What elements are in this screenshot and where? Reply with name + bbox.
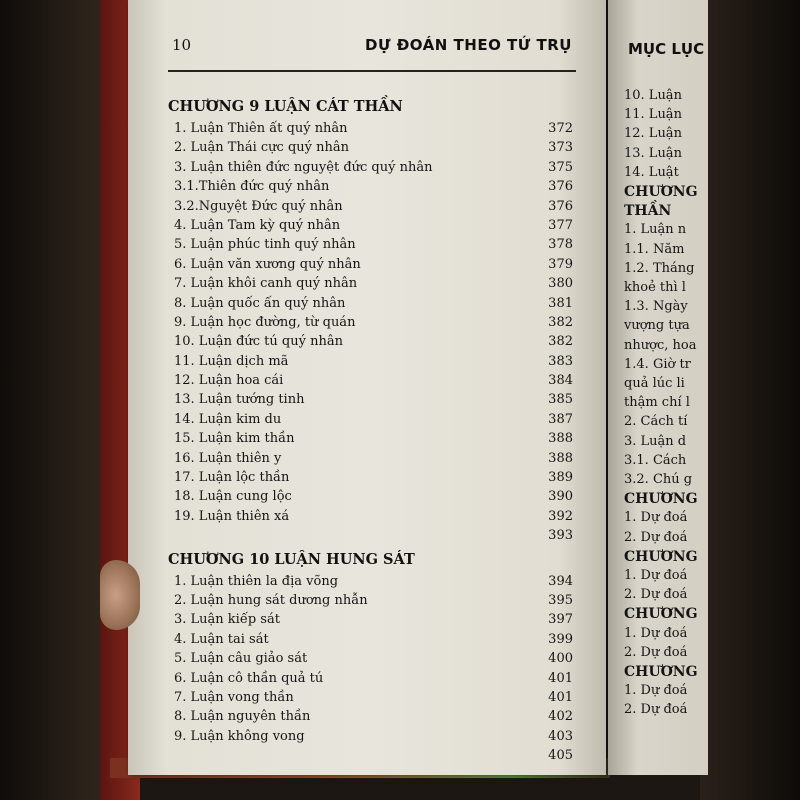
toc-trailing-row bbox=[168, 526, 573, 545]
toc-entry bbox=[168, 487, 573, 506]
toc-entry bbox=[168, 449, 573, 468]
toc-trailing-row bbox=[168, 746, 573, 765]
toc-entry bbox=[168, 390, 573, 409]
right-page-line: vượng tựa bbox=[624, 318, 690, 334]
toc-entry-label: 11. Luận dịch mã bbox=[174, 353, 289, 369]
toc-entry-label: 16. Luận thiên y bbox=[174, 450, 282, 466]
toc-entry-label: 14. Luận kim du bbox=[174, 411, 282, 427]
toc-entry-page: 400 bbox=[548, 651, 573, 667]
toc-entry bbox=[168, 177, 573, 196]
right-page-line: 1.1. Năm bbox=[624, 241, 685, 257]
right-page-line: 1. Dự đoá bbox=[624, 568, 688, 583]
right-page-line: 1. Luận n bbox=[624, 222, 687, 238]
right-page-line: CHƯƠNG bbox=[624, 184, 698, 200]
right-page-line: 3. Luận d bbox=[624, 433, 687, 449]
toc-entry-page: 385 bbox=[548, 392, 573, 408]
running-head: DỰ ĐOÁN THEO TỨ TRỤ bbox=[365, 36, 572, 54]
toc-entry-label: 9. Luận không vong bbox=[174, 728, 305, 744]
toc-entry-page: 383 bbox=[548, 353, 573, 369]
right-page-line: 1. Dự đoá bbox=[624, 625, 688, 641]
toc-entry-page: 381 bbox=[548, 295, 573, 311]
right-page-line: 1.2. Tháng bbox=[624, 260, 695, 276]
toc-entry bbox=[168, 216, 573, 235]
right-page-line: 2. Dự đoá bbox=[624, 529, 688, 545]
toc-entry-label: 7. Luận vong thần bbox=[174, 689, 294, 705]
right-page-line: THẦN bbox=[624, 203, 672, 220]
right-page-line: 2. Cách tí bbox=[624, 414, 688, 430]
right-page-line: 1. Dự đoá bbox=[624, 683, 688, 699]
toc-entry-page: 399 bbox=[548, 631, 573, 647]
chapter-heading: CHƯƠNG 9 LUẬN CÁT THẦN bbox=[168, 98, 403, 115]
toc-entry bbox=[168, 630, 573, 649]
toc-entry-label: 3. Luận thiên đức nguyệt đức quý nhân bbox=[174, 159, 433, 175]
right-page-line: khoẻ thì l bbox=[624, 280, 686, 295]
toc-entry-page: 376 bbox=[548, 198, 573, 214]
toc-entry-page: 376 bbox=[548, 179, 573, 195]
toc-entry-page: 402 bbox=[548, 709, 573, 725]
toc-entry-label: 5. Luận phúc tinh quý nhân bbox=[174, 237, 356, 253]
toc-entry-label: 18. Luận cung lộc bbox=[174, 489, 292, 505]
toc-trailing-page: 393 bbox=[548, 528, 573, 544]
toc-entry-page: 379 bbox=[548, 256, 573, 272]
toc-entry-page: 382 bbox=[548, 314, 573, 330]
toc-entry bbox=[168, 197, 573, 216]
right-page-line: 2. Dự đoá bbox=[624, 587, 688, 603]
toc-entry bbox=[168, 468, 573, 487]
right-page-line: 13. Luận bbox=[624, 145, 682, 161]
toc-entry-page: 377 bbox=[548, 217, 573, 233]
toc-entry-page: 395 bbox=[548, 592, 573, 608]
right-page-line: quả lúc li bbox=[624, 376, 685, 391]
toc-entry-label: 10. Luận đức tú quý nhân bbox=[174, 334, 343, 350]
right-page-line: 3.2. Chú g bbox=[624, 472, 693, 487]
toc-entry bbox=[168, 507, 573, 526]
toc-entry bbox=[168, 688, 573, 707]
right-page-line: CHƯƠNG bbox=[624, 491, 698, 508]
right-page-line: 1. Dự đoá bbox=[624, 510, 688, 526]
right-page bbox=[608, 0, 708, 775]
toc-entry bbox=[168, 610, 573, 629]
toc-entry-label: 3.1.Thiên đức quý nhân bbox=[174, 179, 330, 195]
right-page-line: 2. Dự đoá bbox=[624, 702, 688, 718]
right-page-line: 2. Dự đoá bbox=[624, 644, 688, 660]
toc-entry bbox=[168, 294, 573, 313]
toc-entry-page: 378 bbox=[548, 237, 573, 253]
toc-entry bbox=[168, 591, 573, 610]
right-page-line: 14. Luật bbox=[624, 164, 679, 180]
toc-entry-page: 380 bbox=[548, 276, 573, 292]
toc-entry-page: 390 bbox=[548, 489, 573, 505]
toc-entry-label: 6. Luận văn xương quý nhân bbox=[174, 256, 361, 272]
toc-entry bbox=[168, 371, 573, 390]
toc-entry bbox=[168, 255, 573, 274]
toc-entry-page: 401 bbox=[548, 670, 573, 686]
toc-entry-page: 388 bbox=[548, 431, 573, 447]
toc-entry bbox=[168, 313, 573, 332]
toc-entry-label: 2. Luận hung sát dương nhẫn bbox=[174, 592, 368, 608]
right-page-line: CHƯƠNG bbox=[624, 548, 698, 565]
toc-entry bbox=[168, 352, 573, 371]
toc-entry-label: 15. Luận kim thần bbox=[174, 431, 295, 447]
toc-entry bbox=[168, 669, 573, 688]
toc-entry-label: 8. Luận nguyên thần bbox=[174, 709, 311, 725]
chapter-heading: CHƯƠNG 10 LUẬN HUNG SÁT bbox=[168, 550, 415, 568]
toc-entry bbox=[168, 707, 573, 726]
toc-entry bbox=[168, 119, 573, 138]
toc-entry-page: 403 bbox=[548, 728, 573, 744]
right-page-line: thậm chí l bbox=[624, 395, 690, 411]
toc-entry-label: 13. Luận tướng tinh bbox=[174, 392, 305, 408]
right-page-line: 12. Luận bbox=[624, 126, 682, 142]
toc-entry-label: 7. Luận khôi canh quý nhân bbox=[174, 276, 358, 292]
toc-entry-page: 397 bbox=[548, 612, 573, 628]
page-number: 10 bbox=[172, 36, 192, 54]
toc-entry-label: 3. Luận kiếp sát bbox=[174, 612, 280, 628]
toc-entry-page: 394 bbox=[548, 573, 573, 589]
thumb bbox=[100, 560, 140, 630]
background-right bbox=[700, 0, 800, 800]
table-of-contents bbox=[168, 95, 573, 766]
toc-entry-label: 12. Luận hoa cái bbox=[174, 373, 284, 389]
toc-entry-label: 4. Luận Tam kỳ quý nhân bbox=[174, 217, 341, 233]
right-page-line: 3.1. Cách bbox=[624, 452, 687, 468]
toc-entry-label: 8. Luận quốc ấn quý nhân bbox=[174, 295, 346, 311]
right-page-line: 1.3. Ngày bbox=[624, 299, 688, 315]
toc-entry-page: 401 bbox=[548, 689, 573, 705]
right-page-line: nhược, hoa bbox=[624, 337, 697, 353]
toc-entry-label: 19. Luận thiên xá bbox=[174, 508, 290, 524]
toc-entry bbox=[168, 429, 573, 448]
right-page-line: 11. Luận bbox=[624, 107, 682, 123]
toc-entry-page: 375 bbox=[548, 159, 573, 175]
toc-entry-label: 1. Luận thiên la địa võng bbox=[174, 573, 339, 589]
toc-entry bbox=[168, 274, 573, 293]
toc-trailing-page: 405 bbox=[548, 748, 573, 764]
toc-entry-label: 1. Luận Thiên ất quý nhân bbox=[174, 121, 348, 136]
toc-entry-label: 3.2.Nguyệt Đức quý nhân bbox=[174, 198, 343, 214]
toc-entry bbox=[168, 158, 573, 177]
toc-entry-label: 17. Luận lộc thần bbox=[174, 470, 290, 486]
toc-entry bbox=[168, 649, 573, 668]
toc-entry-label: 4. Luận tai sát bbox=[174, 631, 269, 647]
toc-entry-page: 373 bbox=[548, 140, 573, 156]
right-page-line: CHƯƠNG bbox=[624, 664, 698, 680]
toc-entry bbox=[168, 235, 573, 254]
toc-entry-label: 5. Luận câu giảo sát bbox=[174, 651, 308, 667]
right-page-line: CHƯƠNG bbox=[624, 606, 698, 623]
toc-entry bbox=[168, 332, 573, 351]
toc-entry bbox=[168, 410, 573, 429]
toc-entry-page: 382 bbox=[548, 334, 573, 350]
toc-entry-page: 384 bbox=[548, 373, 573, 389]
toc-entry-label: 2. Luận Thái cực quý nhân bbox=[174, 140, 349, 156]
toc-entry bbox=[168, 727, 573, 746]
toc-entry-label: 6. Luận cô thần quả tú bbox=[174, 670, 324, 686]
toc-entry bbox=[168, 138, 573, 157]
toc-entry-page: 392 bbox=[548, 508, 573, 524]
right-page-line: 1.4. Giờ tr bbox=[624, 356, 691, 372]
toc-entry bbox=[168, 572, 573, 591]
toc-entry-label: 9. Luận học đường, từ quán bbox=[174, 314, 356, 330]
toc-entry-page: 387 bbox=[548, 411, 573, 427]
toc-entry-page: 372 bbox=[548, 121, 573, 136]
page-header bbox=[168, 30, 576, 72]
right-running-head: MỤC LỤC bbox=[628, 40, 705, 58]
right-page-line: 10. Luận bbox=[624, 88, 682, 103]
toc-entry-page: 388 bbox=[548, 450, 573, 466]
toc-entry-page: 389 bbox=[548, 470, 573, 486]
